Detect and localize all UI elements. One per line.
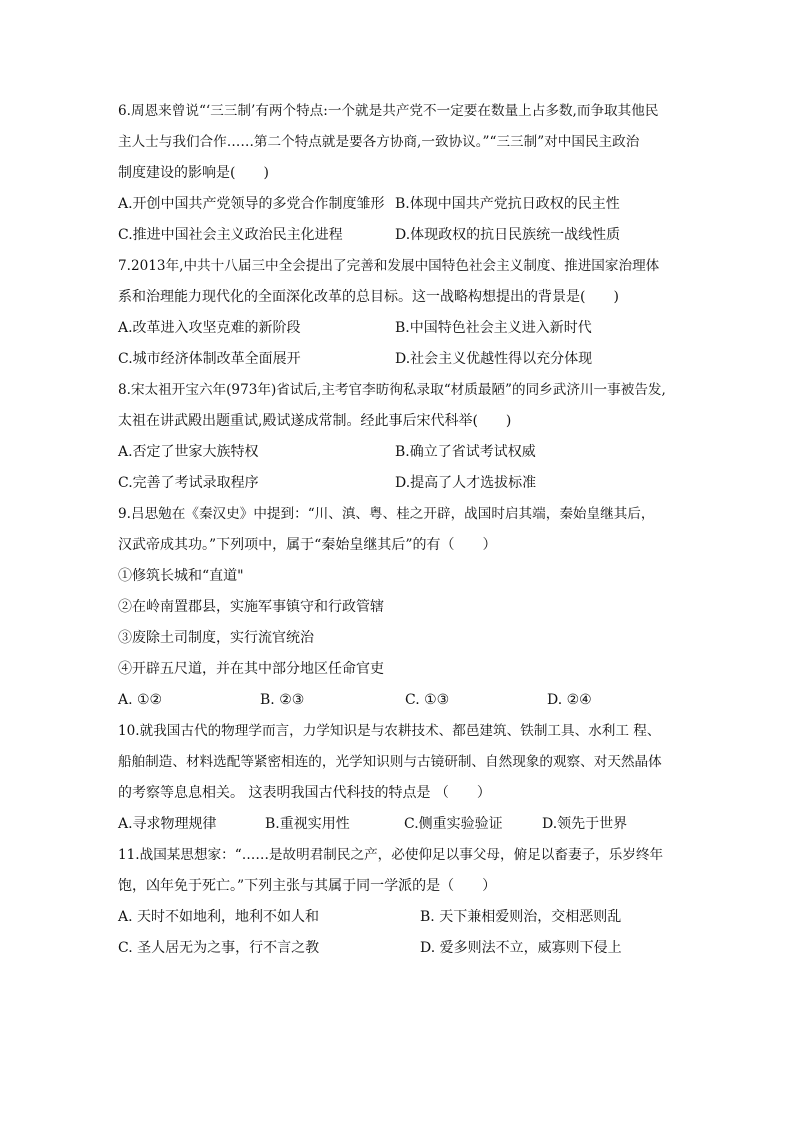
question-10-option-a[interactable]: A.寻求物理规律 [118,816,217,832]
question-11-option-b[interactable]: B. 天下兼相爱则治，交相恶则乱 [420,909,622,925]
question-9-option-d[interactable]: D. ②④ [547,692,592,708]
question-9-item-2: ②在岭南置郡县，实施军事镇守和行政管辖 [118,599,384,615]
question-9-item-1: ①修筑长城和“直道" [118,568,244,584]
question-9-option-c[interactable]: C. ①③ [405,692,450,708]
question-10 [118,716,678,840]
question-8-stem-line-2: 太祖在讲武殿出题重试,殿试遂成常制。经此事后宋代科举( ) [118,413,512,429]
question-9-option-b[interactable]: B. ②③ [260,692,305,708]
question-11-option-c[interactable]: C. 圣人居无为之事，行不言之教 [118,940,320,956]
question-10-option-b[interactable]: B.重视实用性 [265,816,350,832]
question-11-options-row-2 [118,933,678,964]
question-9-item-4: ④开辟五尺道，并在其中部分地区任命官吏 [118,661,384,677]
question-7 [118,251,678,375]
question-list [118,96,678,964]
question-9-stem-line-2: 汉武帝成其功。”下列项中，属于“秦始皇继其后”的有（ ） [118,537,497,553]
question-9-item-3: ③废除土司制度，实行流官统治 [118,630,314,646]
question-8-options-row-2 [118,468,678,499]
question-10-option-d[interactable]: D.领先于世界 [542,816,628,832]
question-11-stem-line-2: 饱，凶年免于死亡。”下列主张与其属于同一学派的是（ ） [118,878,497,894]
question-6-stem-line-3: 制度建设的影响是( ) [118,165,269,181]
question-8-option-a[interactable]: A.否定了世家大族特权 [118,444,259,460]
question-9-option-a[interactable]: A. ①② [118,692,163,708]
question-6-option-a[interactable]: A.开创中国共产党领导的多党合作制度雏形 [118,196,385,212]
question-9-stem-line-1: 9.吕思勉在《秦汉史》中提到：“川、滇、粤、桂之开辟，战国时启其端，秦始皇继其后， [118,506,655,522]
question-10-option-c[interactable]: C.侧重实验验证 [404,816,503,832]
question-11-stem-line-1: 11.战国某思想家：“……是故明君制民之产，必使仰足以事父母，俯足以畜妻子，乐岁终年 [118,847,664,863]
question-8-stem-line-1: 8.宋太祖开宝六年(973年)省试后,主考官李昉徇私录取“材质最陋”的同乡武济川一事被告发, [118,382,666,398]
question-10-stem-line-3: 的考察等息息相关。 这表明我国古代科技的特点是 （ ） [118,785,491,801]
question-11-options-row-1 [118,902,678,933]
question-6-stem-line-2: 主人士与我们合作……第二个特点就是要各方协商,一致协议。”“三三制”对中国民主政治 [118,134,640,150]
question-7-option-a[interactable]: A.改革进入攻坚克难的新阶段 [118,320,301,336]
question-6-stem-line-1: 6.周恩来曾说“‘三三制’有两个特点:一个就是共产党不一定要在数量上占多数,而争取其他民 [118,103,659,119]
question-8-option-c[interactable]: C.完善了考试录取程序 [118,475,259,491]
question-6-options-row-2 [118,220,678,251]
question-8-option-d[interactable]: D.提高了人才选拔标准 [395,475,537,491]
question-11 [118,840,678,964]
question-7-option-b[interactable]: B.中国特色社会主义进入新时代 [395,320,592,336]
question-7-stem-line-1: 7.2013年,中共十八届三中全会提出了完善和发展中国特色社会主义制度、推进国家治理体 [118,258,660,274]
question-7-options-row-2 [118,344,678,375]
question-6 [118,96,678,251]
question-6-option-d[interactable]: D.体现政权的抗日民族统一战线性质 [395,227,621,243]
question-9-options-row [118,685,678,716]
question-7-option-d[interactable]: D.社会主义优越性得以充分体现 [395,351,593,367]
question-11-option-a[interactable]: A. 天时不如地利，地利不如人和 [118,909,320,925]
question-7-stem-line-2: 系和治理能力现代化的全面深化改革的总目标。这一战略构想提出的背景是( ) [118,289,619,305]
question-6-options-row-1 [118,189,678,220]
question-11-option-d[interactable]: D. 爱多则法不立，威寡则下侵上 [420,940,622,956]
question-8-option-b[interactable]: B.确立了省试考试权威 [395,444,536,460]
question-8-options-row-1 [118,437,678,468]
question-10-options-row [118,809,678,840]
question-9 [118,499,678,716]
question-6-option-b[interactable]: B.体现中国共产党抗日政权的民主性 [395,196,620,212]
question-10-stem-line-1: 10.就我国古代的物理学而言，力学知识是与农耕技术、都邑建筑、铁制工具、水利工 程、 [118,723,661,739]
question-8 [118,375,678,499]
question-10-stem-line-2: 船舶制造、材料选配等紧密相连的，光学知识则与古镜研制、自然现象的观察、对天然晶体 [118,754,662,770]
question-7-options-row-1 [118,313,678,344]
question-7-option-c[interactable]: C.城市经济体制改革全面展开 [118,351,301,367]
question-6-option-c[interactable]: C.推进中国社会主义政治民主化进程 [118,227,343,243]
